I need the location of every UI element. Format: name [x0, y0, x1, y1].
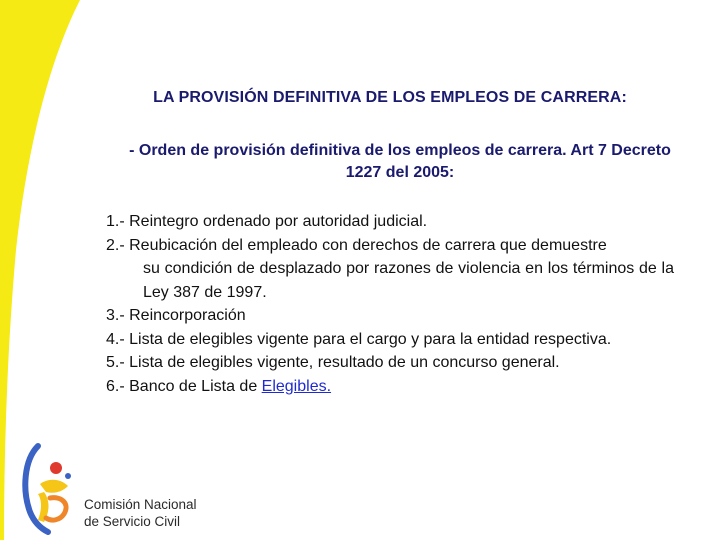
cnsc-logo-icon	[20, 440, 80, 535]
list-item-continuation: su condición de desplazado por razones de violencia en los términos de la Ley 387 de 1997.	[143, 260, 674, 301]
list-item-text: 2.- Reubicación del empleado con derechos de carrera que demuestre	[106, 236, 607, 254]
list-item-text: 5.- Lista de elegibles vigente, resultado de un concurso general.	[106, 354, 560, 371]
list-item-4	[106, 328, 674, 352]
list-item-1	[106, 210, 674, 234]
list-item-2	[106, 234, 674, 305]
list-item-5	[106, 351, 674, 375]
slide-subtitle: - Orden de provisión definitiva de los empleos de carrera. Art 7 Decreto 1227 del 2005:	[129, 142, 671, 181]
list-item-text: 6.- Banco de Lista de	[106, 377, 262, 395]
organization-name	[84, 496, 197, 530]
provision-order-list	[106, 210, 674, 398]
list-item-6	[106, 375, 674, 399]
slide-title: LA PROVISIÓN DEFINITIVA DE LOS EMPLEOS DE CARRERA:	[153, 89, 627, 106]
elegibles-link[interactable]: Elegibles.	[261, 377, 332, 395]
list-item-3	[106, 304, 674, 328]
organization-name-line-2: de Servicio Civil	[84, 514, 181, 529]
list-item-text: 3.- Reincorporación	[106, 307, 246, 324]
organization-name-line-1: Comisión Nacional	[84, 497, 197, 512]
list-item-text: 1.- Reintegro ordenado por autoridad judicial.	[106, 213, 428, 230]
list-item-text: 4.- Lista de elegibles vigente para el cargo y para la entidad respectiva.	[106, 330, 612, 348]
